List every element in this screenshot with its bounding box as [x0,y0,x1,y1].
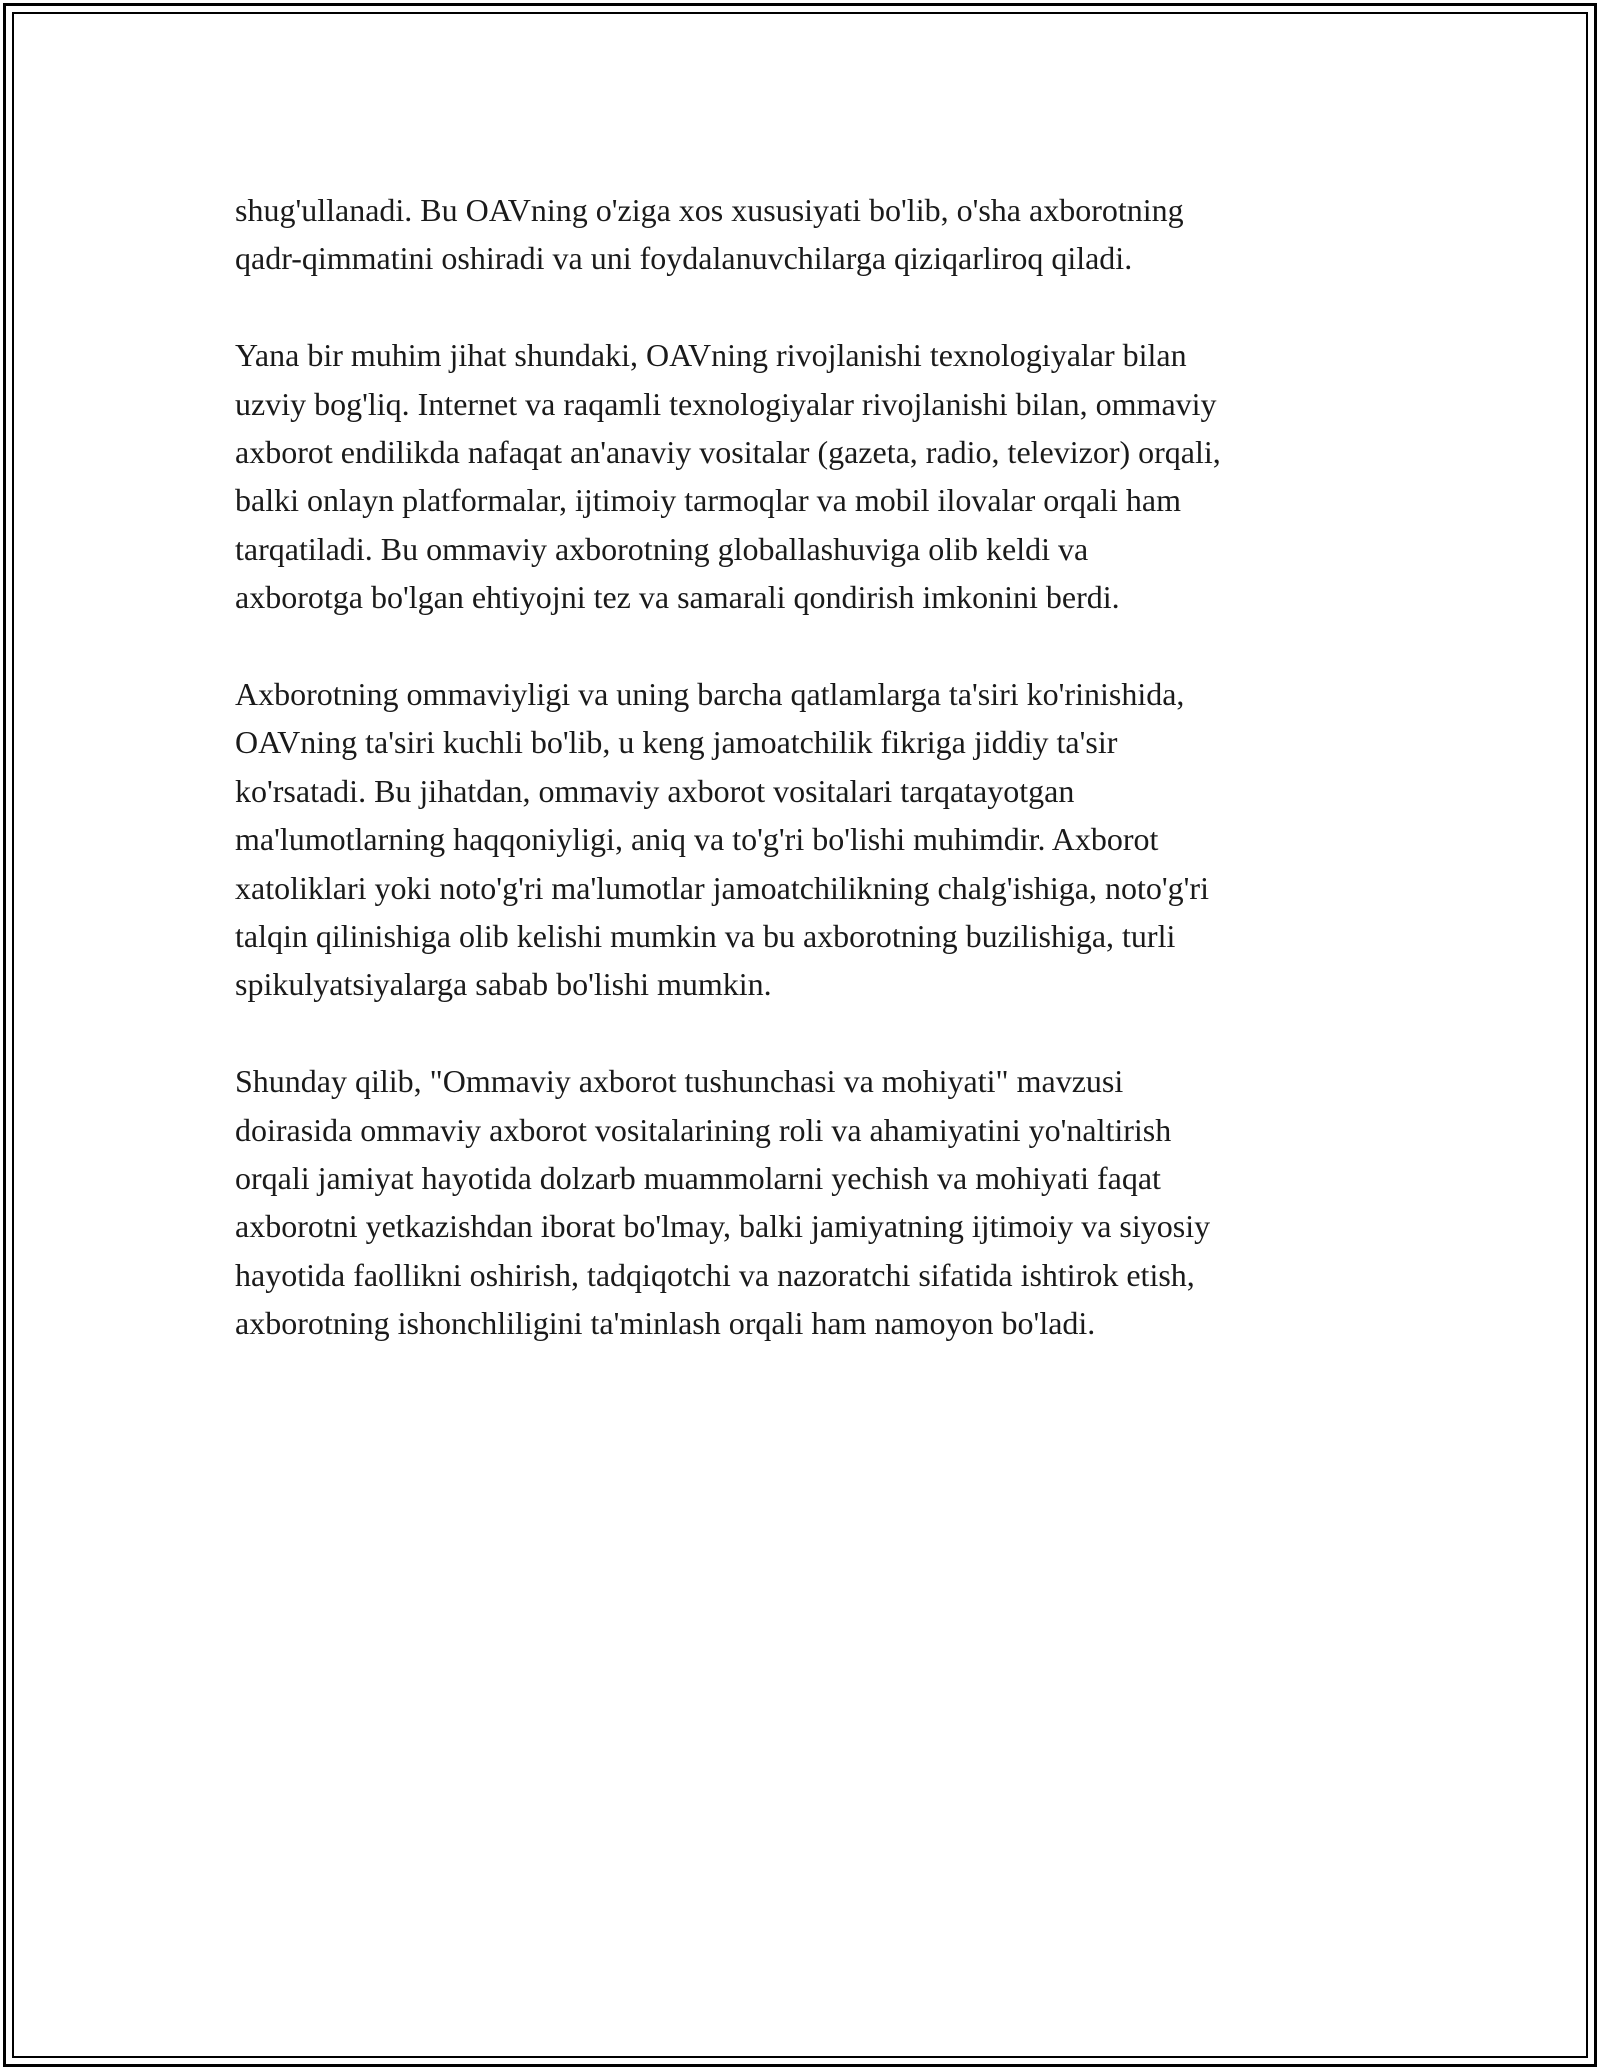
text-line: tarqatiladi. Bu ommaviy axborotning globallashuviga olib keldi va [235,530,1089,567]
text-line: uzviy bog'liq. Internet va raqamli texnologiyalar rivojlanishi bilan, ommaviy [235,385,1217,422]
text-line: spikulyatsiyalarga sabab bo'lishi mumkin. [235,966,772,1003]
paragraph-1 [235,186,1415,283]
text-line: axborotning ishonchliligini ta'minlash orqali ham namoyon bo'ladi. [235,1305,1096,1342]
text-line: Yana bir muhim jihat shundaki, OAVning rivojlanishi texnologiyalar bilan [235,337,1187,374]
text-line: qadr-qimmatini oshiradi va uni foydalanuvchilarga qiziqarliroq qiladi. [235,240,1133,277]
text-line: OAVning ta'siri kuchli bo'lib, u keng jamoatchilik fikriga jiddiy ta'sir [235,724,1118,761]
text-line: axborot endilikda nafaqat an'anaviy vositalar (gazeta, radio, televizor) orqali, [235,434,1221,471]
text-line: balki onlayn platformalar, ijtimoiy tarmoqlar va mobil ilovalar orqali ham [235,482,1182,519]
paragraph-2 [235,331,1415,621]
paragraph-4 [235,1057,1415,1347]
paragraph-3 [235,670,1415,1009]
text-line: ma'lumotlarning haqqoniyligi, aniq va to'g'ri bo'lishi muhimdir. Axborot [235,821,1159,858]
text-line: xatoliklari yoki noto'g'ri ma'lumotlar jamoatchilikning chalg'ishiga, noto'g'ri [235,869,1209,906]
text-line: axborotni yetkazishdan iborat bo'lmay, balki jamiyatning ijtimoiy va siyosiy [235,1208,1211,1245]
text-line: ko'rsatadi. Bu jihatdan, ommaviy axborot vositalari tarqatayotgan [235,772,1075,809]
text-line: shug'ullanadi. Bu OAVning o'ziga xos xususiyati bo'lib, o'sha axborotning [235,192,1184,228]
text-line: doirasida ommaviy axborot vositalarining roli va ahamiyatini yo'naltirish [235,1111,1172,1148]
text-line: orqali jamiyat hayotida dolzarb muammolarni yechish va mohiyati faqat [235,1160,1161,1197]
text-line: talqin qilinishiga olib kelishi mumkin va bu axborotning buzilishiga, turli [235,918,1176,955]
text-line: axborotga bo'lgan ehtiyojni tez va samarali qondirish imkonini berdi. [235,579,1120,616]
text-line: Shunday qilib, "Ommaviy axborot tushunchasi va mohiyati" mavzusi [235,1063,1124,1100]
document-body [235,186,1415,1396]
text-line: Axborotning ommaviyligi va uning barcha qatlamlarga ta'siri ko'rinishida, [235,676,1185,713]
text-line: hayotida faollikni oshirish, tadqiqotchi va nazoratchi sifatida ishtirok etish, [235,1256,1195,1293]
